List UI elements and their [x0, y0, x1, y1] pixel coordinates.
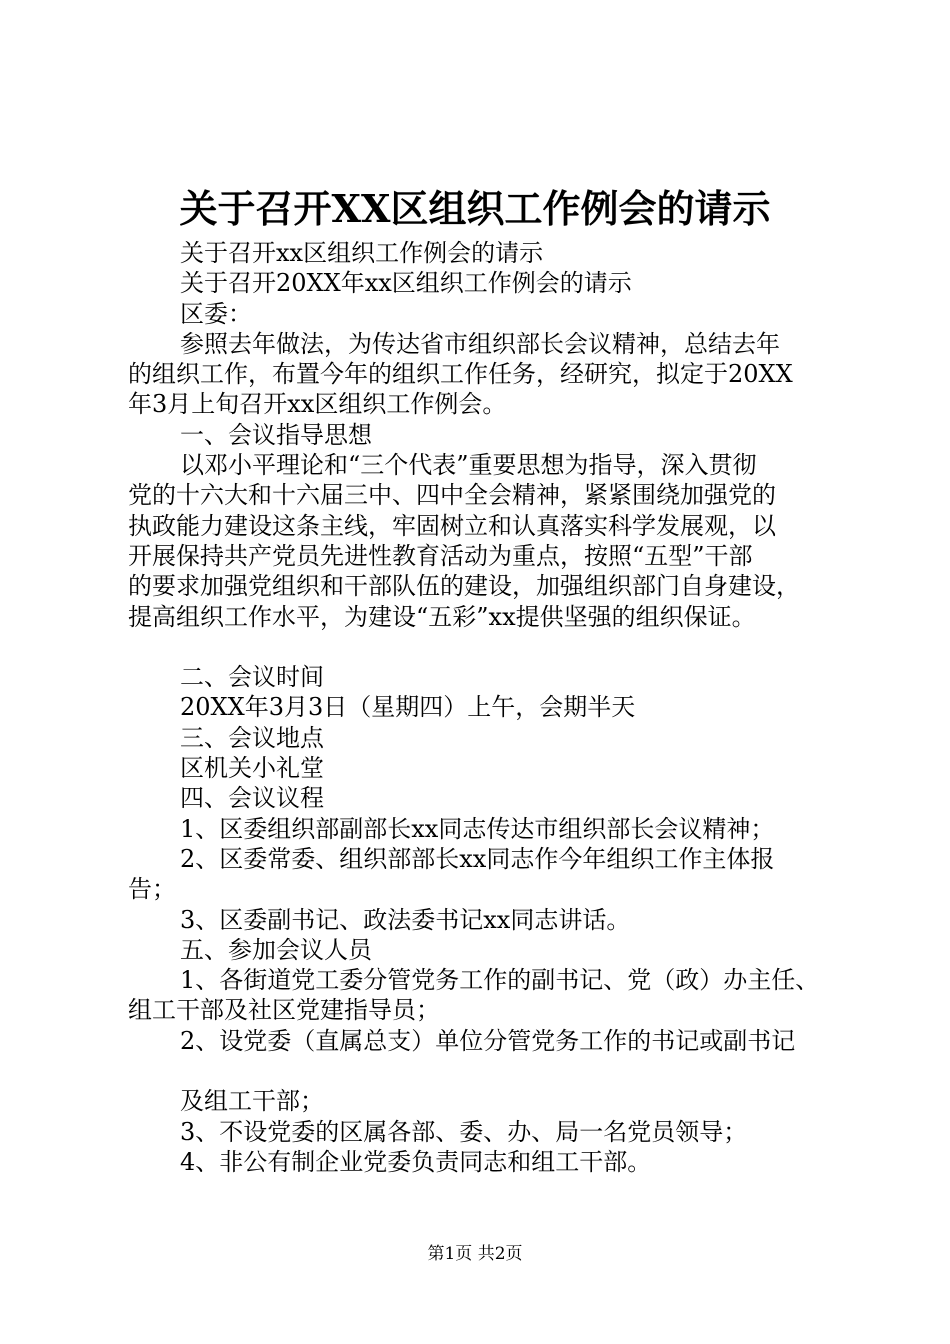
blank-line: [128, 1056, 850, 1086]
body-line: 的要求加强党组织和干部队伍的建设，加强组织部门自身建设，: [128, 572, 800, 601]
body-line: 关于召开20XX年xx区组织工作例会的请示: [180, 269, 632, 298]
body-line: 3、不设党委的区属各部、委、办、局一名党员领导；: [180, 1117, 748, 1146]
body-line: 3、区委副书记、政法委书记xx同志讲话。: [180, 905, 631, 934]
page-footer: 第1页 共2页: [427, 1244, 523, 1264]
section-heading: 一、会议指导思想: [180, 420, 372, 449]
document-body: [128, 238, 850, 1177]
body-line: 1、区委组织部副部长xx同志传达市组织部长会议精神；: [180, 814, 775, 843]
section-heading: 二、会议时间: [180, 663, 324, 692]
section-heading: 五、参加会议人员: [180, 935, 372, 964]
body-line: 以邓小平理论和“三个代表”重要思想为指导，深入贯彻: [180, 451, 757, 480]
body-line: 区机关小礼堂: [180, 754, 324, 783]
body-line: 2、设党委（直属总支）单位分管党务工作的书记或副书记: [180, 1026, 796, 1055]
body-line: 告；: [128, 875, 176, 904]
body-line: 年3月上旬召开xx区组织工作例会。: [128, 390, 507, 419]
body-line: 开展保持共产党员先进性教育活动为重点，按照“五型”干部: [128, 541, 753, 570]
body-line: 关于召开xx区组织工作例会的请示: [180, 239, 544, 267]
body-line: 提高组织工作水平，为建设“五彩”xx提供坚强的组织保证。: [128, 602, 756, 631]
body-line: 及组工干部；: [180, 1087, 324, 1116]
section-heading: 四、会议议程: [180, 784, 324, 813]
document-title: 关于召开XX区组织工作例会的请示: [179, 186, 771, 231]
section-heading: 三、会议地点: [180, 723, 324, 752]
body-line: 参照去年做法，为传达省市组织部长会议精神，总结去年: [180, 329, 780, 358]
body-line: 的组织工作，布置今年的组织工作任务，经研究，拟定于20XX: [128, 360, 793, 389]
body-line: 4、非公有制企业党委负责同志和组工干部。: [180, 1147, 652, 1176]
body-line: 区委：: [180, 299, 252, 328]
body-line: 1、各街道党工委分管党务工作的副书记、党（政）办主任、: [180, 966, 820, 995]
body-line: 组工干部及社区党建指导员；: [128, 996, 440, 1025]
body-line: 20XX年3月3日（星期四）上午，会期半天: [180, 693, 636, 722]
body-line: 2、区委常委、组织部部长xx同志作今年组织工作主体报: [180, 844, 775, 873]
blank-line: [128, 632, 850, 662]
body-line: 党的十六大和十六届三中、四中全会精神，紧紧围绕加强党的: [128, 481, 776, 510]
body-line: 执政能力建设这条主线，牢固树立和认真落实科学发展观，以: [128, 511, 776, 540]
